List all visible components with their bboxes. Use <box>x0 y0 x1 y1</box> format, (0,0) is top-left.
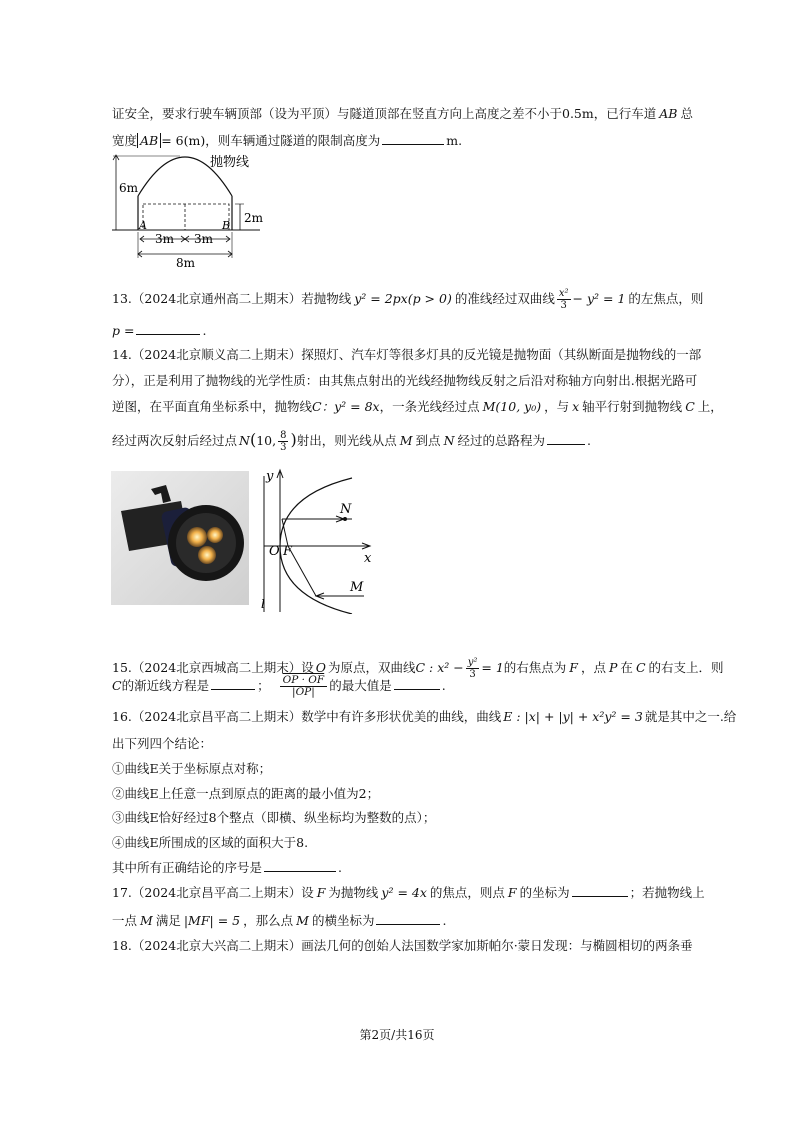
answer-blank[interactable] <box>264 859 336 872</box>
q16-conclusion: 其中所有正确结论的序号是 . <box>112 860 342 875</box>
q17-line1: 17.（2024北京昌平高二上期末）设 F 为抛物线 y² = 4x 的焦点，则点 F 的坐标为 ；若抛物线上 <box>112 885 705 900</box>
q14-line3: 逆图，在平面直角坐标系中，抛物线C：y² = 8x，一条光线经过点 M(10, y₀) ，与 x 轴平行射到抛物线 C 上， <box>112 399 723 414</box>
answer-blank[interactable] <box>547 432 585 445</box>
parabola-reflection-figure <box>252 466 382 614</box>
flashlight-photo <box>111 471 249 605</box>
q14-line2: 分），正是利用了抛物线的光学性质：由其焦点射出的光线经抛物线反射之后沿对称轴方向射出.根据光路可 <box>112 373 698 388</box>
q13-line2: p = . <box>112 323 207 338</box>
point-n-label: N <box>340 502 352 517</box>
point-b-label: B <box>222 219 231 232</box>
answer-blank[interactable] <box>376 912 440 925</box>
q16-item-4: ④曲线E所围成的区域的面积大于8. <box>112 835 309 850</box>
q12-line1: 证安全，要求行驶车辆顶部（设为平顶）与隧道顶部在竖直方向上高度之差不小于0.5m，已行车道 AB 总 <box>112 106 693 121</box>
focus-label: F <box>283 544 293 559</box>
segment-3m-right: 3m <box>194 232 214 246</box>
point-a-label: A <box>139 219 147 232</box>
q15-line1: 15.（2024北京西城高二上期末）设 O 为原点，双曲线C : x² − $\frac{\text{y²}}{3}$ = 1的右焦点为 F ，点 P 在 C 的右支上．则 <box>112 657 724 680</box>
height-6-label: 6m <box>119 181 139 195</box>
q12-line2: 宽度 AB = 6(m)，则车辆通过隧道的限制高度为 m. <box>112 133 463 148</box>
page-footer: 第2页/共16页 <box>359 1028 435 1042</box>
directrix-label: l <box>261 597 265 611</box>
answer-blank[interactable] <box>211 677 255 690</box>
q13-line1: 13.（2024北京通州高二上期末）若抛物线 y² = 2px(p > 0) 的准线经过双曲线 $\frac{\text{x²}}{3}$ − y² = 1 的左焦点，则 <box>112 288 704 311</box>
answer-blank[interactable] <box>382 132 444 145</box>
point-m-label: M <box>350 580 364 595</box>
parabola-label: 抛物线 <box>210 155 250 170</box>
vehicle-rect <box>143 204 229 230</box>
q16-line1: 16.（2024北京昌平高二上期末）数学中有许多形状优美的曲线，曲线 E : |x| + |y| + x²y² = 3 就是其中之一.给 <box>112 709 737 724</box>
q16-item-1: ①曲线E关于坐标原点对称； <box>112 761 272 776</box>
q14-line4: 经过两次反射后经过点 N(10, $\frac{8}{3}$ )射出，则光线从点 M 到点 N 经过的总路程为 . <box>112 430 591 453</box>
q16-item-3: ③曲线E恰好经过8个整点（即横、纵坐标均为整数的点）； <box>112 810 436 825</box>
ray-to-focus <box>288 546 316 596</box>
point-n <box>343 517 347 521</box>
answer-blank[interactable] <box>572 884 628 897</box>
q14-line1: 14.（2024北京顺义高二上期末）探照灯、汽车灯等很多灯具的反光镜是抛物面（其纵断面是抛物线的一部 <box>112 347 702 362</box>
width-8-label: 8m <box>176 256 196 270</box>
q15-line2: C的渐近线方程是 ； $\frac{OP \cdot OF}{|OP|}$ 的最大值是 . <box>112 674 446 698</box>
segment-3m-left: 3m <box>155 232 175 246</box>
y-axis-label: y <box>266 469 274 484</box>
q16-line2: 出下列四个结论： <box>112 736 213 751</box>
height-2-label: 2m <box>244 211 264 225</box>
tunnel-figure <box>110 150 270 270</box>
q16-item-2: ②曲线E上任意一点到原点的距离的最小值为2； <box>112 786 380 801</box>
x-axis-label: x <box>364 551 372 566</box>
origin-label: O <box>269 544 280 559</box>
q17-line2: 一点 M 满足 |MF| = 5 ，那么点 M 的横坐标为 . <box>112 913 447 928</box>
answer-blank[interactable] <box>394 677 440 690</box>
q18-line1: 18.（2024北京大兴高二上期末）画法几何的创始人法国数学家加斯帕尔·蒙日发现：与椭圆相切的两条垂 <box>112 938 693 953</box>
answer-blank[interactable] <box>136 322 200 335</box>
